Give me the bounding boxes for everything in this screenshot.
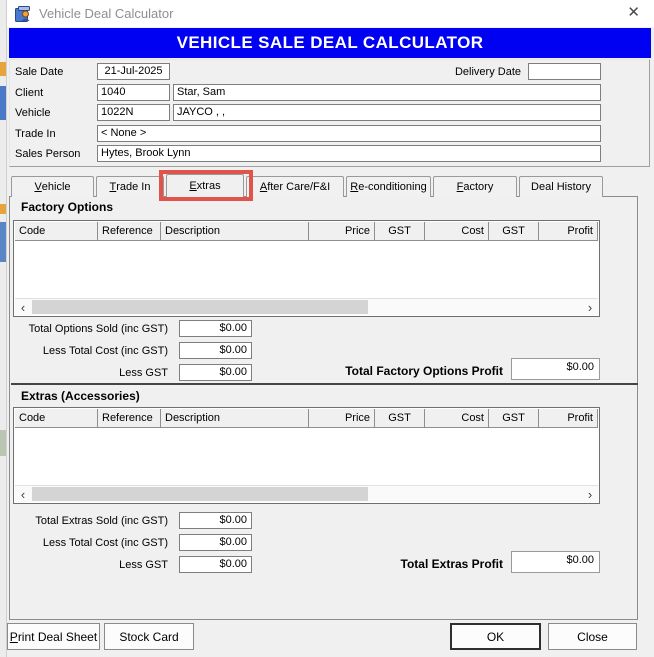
tab-extras[interactable]: E xtras — [166, 174, 244, 197]
column-header-reference: Reference — [98, 222, 161, 240]
total-value-box: $0.00 — [179, 556, 252, 573]
column-header-gst: GST — [375, 222, 425, 240]
total-label: Less Total Cost (inc GST) — [42, 344, 168, 357]
column-header-price: Price — [309, 409, 375, 427]
extras-grid-body[interactable] — [15, 428, 598, 485]
close-icon[interactable]: ✕ — [627, 4, 640, 21]
client-name-field[interactable]: Star, Sam — [173, 84, 601, 101]
factory-options-grid-body[interactable] — [15, 241, 598, 298]
extras-grid-header — [15, 409, 598, 428]
window-title: Vehicle Deal Calculator — [39, 6, 174, 21]
extras-profit-label: Total Extras Profit — [400, 557, 503, 571]
column-header-profit: Profit — [539, 409, 598, 427]
total-label: Total Options Sold (inc GST) — [28, 322, 168, 335]
total-row — [21, 364, 252, 381]
column-header-price: Price — [309, 222, 375, 240]
sale-date-field[interactable]: 21-Jul-2025 — [97, 63, 170, 80]
page-title: VEHICLE SALE DEAL CALCULATOR — [9, 28, 651, 58]
sales-person-label: Sales Person — [15, 148, 81, 160]
total-label: Less GST — [119, 558, 168, 571]
vehicle-deal-calculator-window — [6, 0, 654, 657]
factory-options-profit-label: Total Factory Options Profit — [345, 364, 503, 378]
total-value-box: $0.00 — [179, 342, 252, 359]
total-row — [21, 320, 252, 337]
scroll-left-icon[interactable]: ‹ — [20, 299, 26, 315]
scroll-left-icon[interactable]: ‹ — [20, 486, 26, 502]
tab-deal-history[interactable]: Deal History — [519, 176, 603, 197]
total-row — [21, 534, 252, 551]
column-header-profit: Profit — [539, 222, 598, 240]
extras-totals — [21, 512, 252, 573]
column-header-description: Description — [161, 222, 309, 240]
trade-in-label: Trade In — [15, 128, 56, 140]
scroll-right-icon[interactable]: › — [587, 486, 593, 502]
delivery-date-field[interactable] — [528, 63, 601, 80]
print-deal-sheet-button[interactable]: P rint Deal Sheet — [7, 623, 100, 650]
factory-options-hscrollbar[interactable] — [15, 298, 598, 315]
tab-vehicle[interactable]: V ehicle — [11, 176, 94, 197]
sales-person-field[interactable]: Hytes, Brook Lynn — [97, 145, 601, 162]
extras-grid — [13, 407, 600, 504]
column-header-code: Code — [15, 409, 98, 427]
extras-hscrollbar[interactable] — [15, 485, 598, 502]
vehicle-code-field[interactable]: 1022N — [97, 104, 170, 121]
scroll-right-icon[interactable]: › — [587, 299, 593, 315]
tab-after-care-f-i[interactable]: A fter Care/F&I — [246, 176, 344, 197]
tab-factory[interactable]: F actory — [433, 176, 517, 197]
tab-trade-in[interactable]: T rade In — [96, 176, 164, 197]
extras-title: Extras (Accessories) — [21, 389, 140, 403]
ok-button[interactable]: OK — [450, 623, 541, 650]
total-value-box: $0.00 — [179, 512, 252, 529]
vehicle-label: Vehicle — [15, 107, 51, 119]
tab-re-conditioning[interactable]: R e-conditioning — [346, 176, 431, 197]
scrollbar-thumb[interactable] — [32, 487, 368, 501]
column-header-gst: GST — [489, 222, 539, 240]
client-label: Client — [15, 87, 44, 99]
titlebar — [7, 0, 654, 27]
total-value-box: $0.00 — [179, 364, 252, 381]
total-label: Total Extras Sold (inc GST) — [35, 514, 168, 527]
total-row — [21, 512, 252, 529]
section-divider — [11, 383, 638, 385]
total-label: Less GST — [119, 366, 168, 379]
column-header-cost: Cost — [425, 409, 489, 427]
total-row — [21, 342, 252, 359]
close-button[interactable]: Close — [548, 623, 637, 650]
total-label: Less Total Cost (inc GST) — [42, 536, 168, 549]
factory-options-grid — [13, 220, 600, 317]
highlight-annotation — [159, 170, 253, 201]
sale-date-label: Sale Date — [15, 66, 64, 78]
vehicle-name-field[interactable]: JAYCO , , — [173, 104, 601, 121]
factory-options-profit-box: $0.00 — [511, 358, 600, 380]
factory-options-totals — [21, 320, 252, 381]
stock-card-button[interactable]: Stock Card — [104, 623, 194, 650]
tabstrip — [11, 175, 605, 197]
delivery-date-label: Delivery Date — [454, 66, 521, 78]
total-value-box: $0.00 — [179, 320, 252, 337]
trade-in-field[interactable]: < None > — [97, 125, 601, 142]
column-header-description: Description — [161, 409, 309, 427]
column-header-reference: Reference — [98, 409, 161, 427]
total-value-box: $0.00 — [179, 534, 252, 551]
column-header-code: Code — [15, 222, 98, 240]
column-header-cost: Cost — [425, 222, 489, 240]
factory-options-grid-header — [15, 222, 598, 241]
column-header-gst: GST — [375, 409, 425, 427]
total-row — [21, 556, 252, 573]
scrollbar-thumb[interactable] — [32, 300, 368, 314]
app-icon — [15, 6, 32, 22]
column-header-gst: GST — [489, 409, 539, 427]
client-code-field[interactable]: 1040 — [97, 84, 170, 101]
factory-options-title: Factory Options — [21, 200, 114, 214]
extras-profit-box: $0.00 — [511, 551, 600, 573]
